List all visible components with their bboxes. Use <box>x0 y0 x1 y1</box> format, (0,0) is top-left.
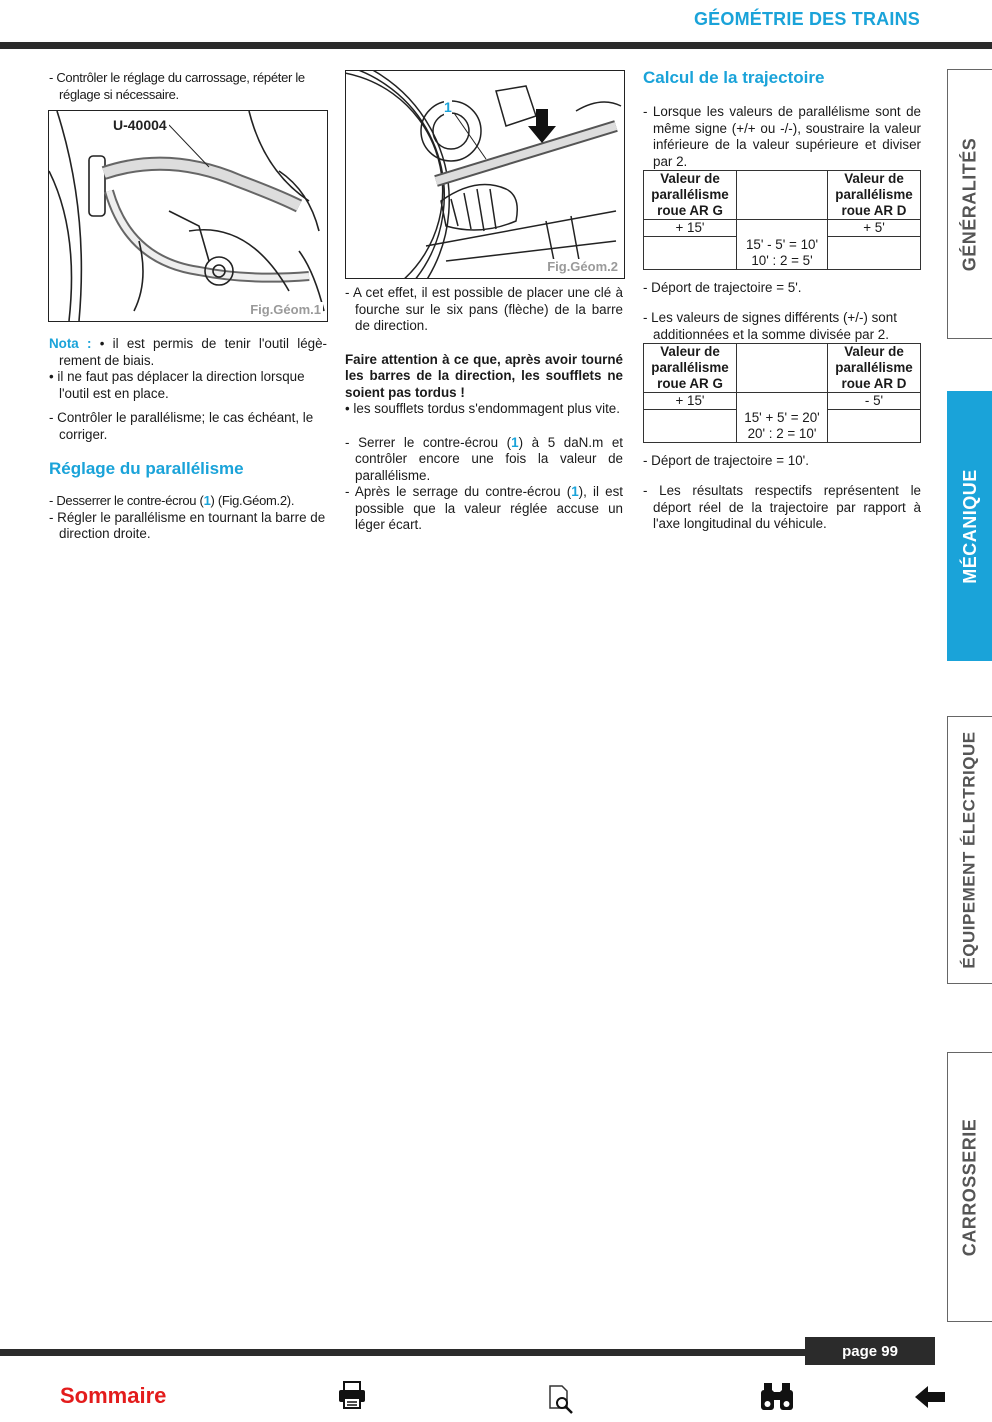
table1-header-right: Valeur de parallélisme roue AR D <box>828 171 921 220</box>
tab-carrosserie-label: CARROSSERIE <box>959 1118 980 1256</box>
figure-geom-2 <box>345 70 625 279</box>
binoculars-icon[interactable] <box>758 1380 796 1417</box>
desserrer-text-b: ) (Fig.Géom.2). <box>210 493 295 508</box>
table1-middle-empty <box>737 220 828 237</box>
callout-number: 1 <box>511 434 519 450</box>
column-2 <box>345 285 623 534</box>
paragraph-signes-differents: - Les valeurs de signes différents (+/-) sont additionnées et la somme divisée par 2. <box>643 310 897 342</box>
nota-label: Nota : <box>49 336 92 351</box>
fig-geom-2-illustration <box>346 71 624 278</box>
table2-right-value: - 5' <box>828 393 921 410</box>
table-meme-signe <box>643 170 921 270</box>
section-title-trajectoire: Calcul de la trajectoire <box>643 68 825 87</box>
bullet-soufflets: • les soufflets tordus s'endommagent plus vite. <box>345 401 620 416</box>
table1-calc-line-1: 15' - 5' = 10' <box>745 236 819 252</box>
paragraph-deport-10: - Déport de trajectoire = 10'. <box>643 452 809 468</box>
callout-number: 1 <box>203 493 211 508</box>
page-number: page 99 <box>805 1337 935 1365</box>
printer-icon[interactable] <box>336 1380 368 1415</box>
tab-generalites[interactable] <box>947 69 992 339</box>
paragraph-apres-serrage <box>345 484 623 534</box>
page-zoom-icon[interactable] <box>547 1384 575 1419</box>
fig-geom-2-callout-1: 1 <box>444 99 452 115</box>
footer-rule <box>0 1349 810 1356</box>
column-1-lower <box>49 336 327 543</box>
table1-left-empty <box>644 237 737 270</box>
tab-equipement-electrique[interactable] <box>947 716 992 984</box>
table2-calculation <box>737 410 828 443</box>
page-header-title: GÉOMÉTRIE DES TRAINS <box>693 9 920 29</box>
paragraph-cle-fourche: - A cet effet, il est possible de placer une clé à fourche sur le six pans (flèche) de la barre de direction. <box>345 285 623 333</box>
table-signes-differents <box>643 343 921 443</box>
arrow-pointer-shape <box>528 109 556 143</box>
column-1 <box>49 70 327 103</box>
table2-right-empty <box>828 410 921 443</box>
callout-number: 1 <box>571 484 579 499</box>
header-rule <box>0 42 992 49</box>
fig-geom-2-caption: Fig.Géom.2 <box>547 259 618 274</box>
back-arrow-icon[interactable] <box>913 1384 947 1415</box>
desserrer-text-a: - Desserrer le contre-écrou ( <box>49 493 204 508</box>
table1-calc-line-2: 10' : 2 = 5' <box>751 252 813 268</box>
warning-soufflets: Faire attention à ce que, après avoir tourné les barres de la direction, les soufflets ne soient pas tordus ! <box>345 351 623 400</box>
table2-header-left: Valeur de parallélisme roue AR G <box>644 344 737 393</box>
table2-left-value: + 15' <box>644 393 737 410</box>
tab-mecanique-label: MÉCANIQUE <box>959 468 980 584</box>
nota-text: • il est permis de tenir l'outil légè-rement de biais. <box>59 336 327 368</box>
paragraph-regler: - Régler le parallélisme en tournant la barre de direction droite. <box>49 509 326 541</box>
table1-header-left: Valeur de parallélisme roue AR G <box>644 171 737 220</box>
section-title-reglage: Réglage du parallélisme <box>49 459 244 478</box>
table1-header-middle <box>737 171 828 220</box>
table2-middle-empty <box>737 393 828 410</box>
bullet-direction: • il ne faut pas déplacer la direction lorsque l'outil est en place. <box>49 369 305 401</box>
table2-calc-line-2: 20' : 2 = 10' <box>747 425 817 441</box>
fig-geom-1-illustration <box>49 111 327 321</box>
table2-calc-line-1: 15' + 5' = 20' <box>744 409 820 425</box>
apres-text-a: - Après le serrage du contre-écrou ( <box>345 484 572 499</box>
figure-geom-1 <box>48 110 328 322</box>
tab-carrosserie[interactable] <box>947 1052 992 1322</box>
paragraph-parallelisme: - Contrôler le parallélisme; le cas échéant, le corriger. <box>49 410 314 442</box>
table2-left-empty <box>644 410 737 443</box>
fig-geom-1-tool-label: U-40004 <box>113 117 167 133</box>
paragraph-meme-signe: - Lorsque les valeurs de parallélisme sont de même signe (+/+ ou -/-), soustraire la valeur inférieure de la valeur supérieure et diviser par 2. <box>643 104 921 169</box>
apres-text-b: ), il est possible que la valeur réglée accuse un léger écart. <box>355 484 624 532</box>
paragraph-carrossage: - Contrôler le réglage du carrossage, répéter le réglage si nécessaire. <box>49 70 305 102</box>
serrer-text-b: ) à 5 daN.m et contrôler encore une fois la valeur de parallélisme. <box>355 434 623 483</box>
table1-right-empty <box>828 237 921 270</box>
table2-header-right: Valeur de parallélisme roue AR D <box>828 344 921 393</box>
column-3 <box>643 68 921 533</box>
table1-left-value: + 15' <box>644 220 737 237</box>
paragraph-deport-5: - Déport de trajectoire = 5'. <box>643 279 802 295</box>
tab-mecanique[interactable] <box>947 391 992 661</box>
serrer-text-a: - Serrer le contre-écrou ( <box>345 434 512 450</box>
tab-generalites-label: GÉNÉRALITÉS <box>959 137 980 271</box>
paragraph-desserrer <box>49 493 327 510</box>
sommaire-link[interactable]: Sommaire <box>60 1383 167 1408</box>
paragraph-serrer <box>345 435 623 485</box>
nota-paragraph <box>49 336 327 369</box>
table1-right-value: + 5' <box>828 220 921 237</box>
tab-equipement-label: ÉQUIPEMENT ÉLECTRIQUE <box>960 731 979 969</box>
table1-calculation <box>737 237 828 270</box>
fig-geom-1-caption: Fig.Géom.1 <box>250 302 321 317</box>
paragraph-resultats: - Les résultats respectifs représentent le déport réel de la trajectoire par rapport à l'axe longitudinal du véhicule. <box>643 483 921 531</box>
table2-header-middle <box>737 344 828 393</box>
